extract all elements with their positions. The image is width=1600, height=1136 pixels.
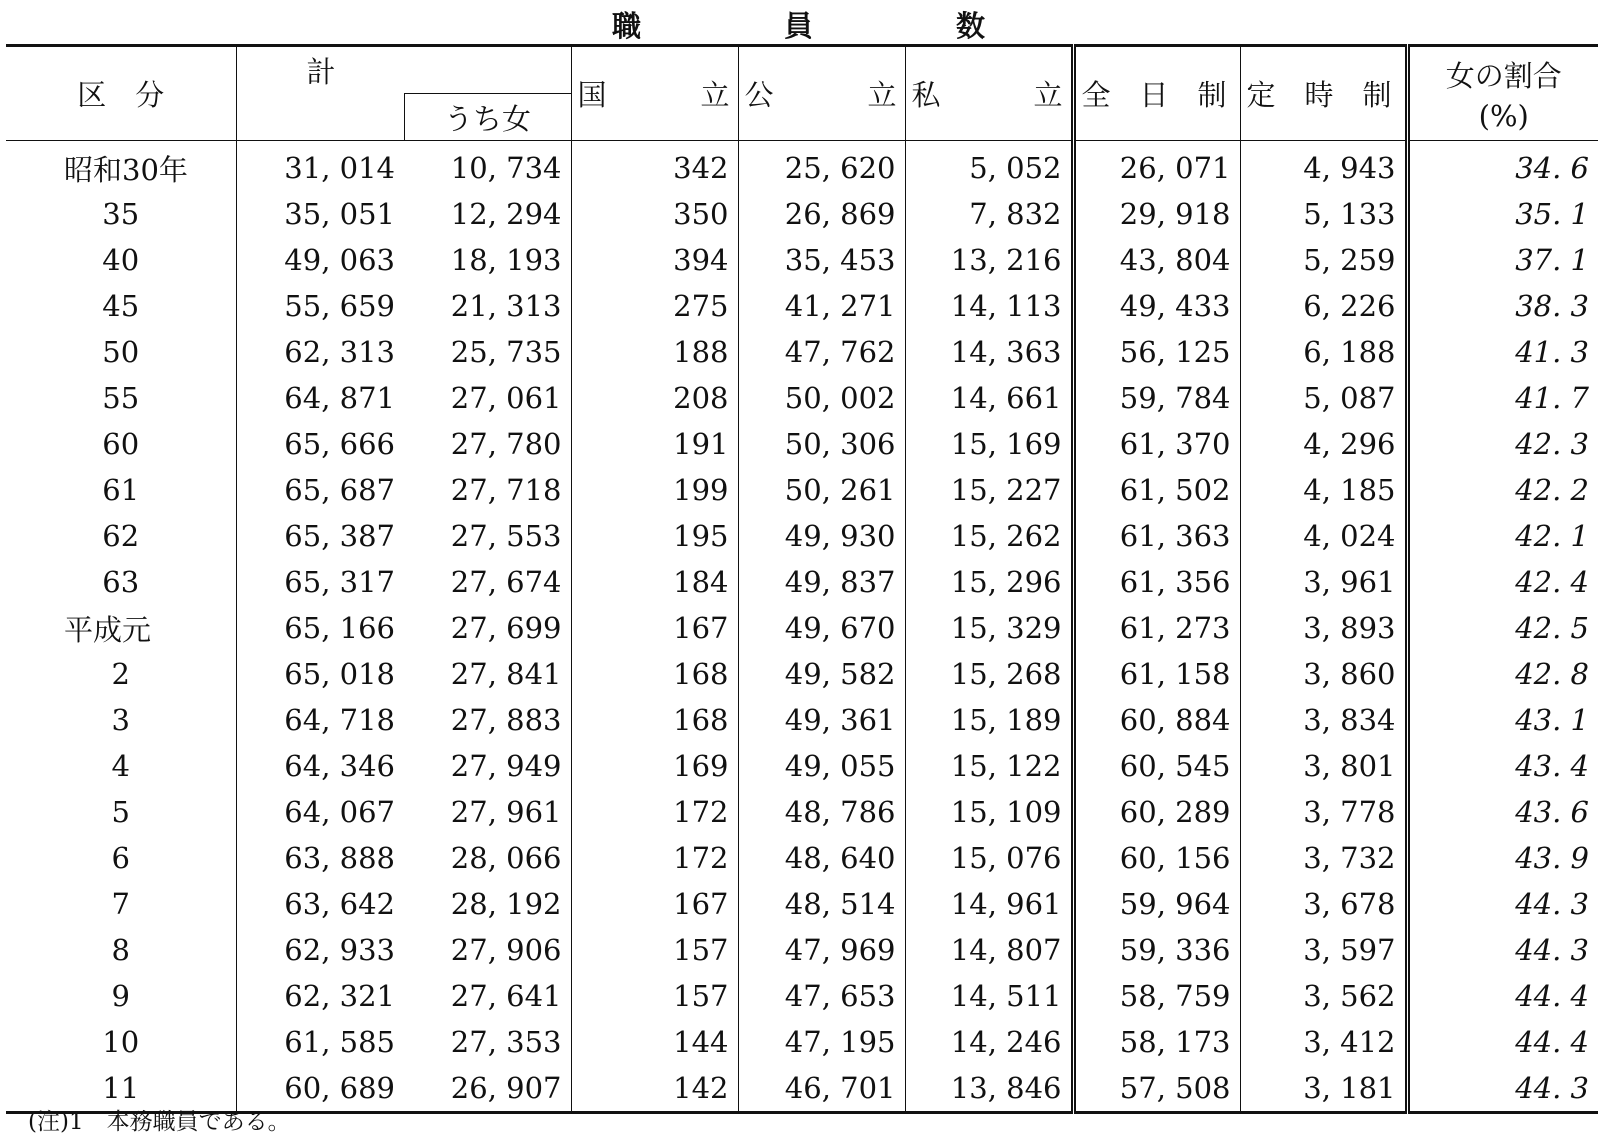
cell-parttime: 3, 732	[1240, 835, 1407, 881]
table-row	[6, 141, 1598, 192]
row-label: 4	[6, 743, 236, 789]
cell-total: 63, 888	[284, 841, 395, 875]
cell-fulltime: 61, 273	[1073, 605, 1240, 651]
cell-public: 50, 306	[738, 421, 905, 467]
cell-female-ratio: 44. 3	[1515, 1071, 1589, 1105]
row-label: 昭和30年	[6, 141, 236, 192]
table-row	[6, 329, 1598, 375]
cell-female-ratio: 44. 4	[1515, 979, 1589, 1013]
row-label: 62	[6, 513, 236, 559]
cell-public: 47, 195	[738, 1019, 905, 1065]
cell-female: 12, 294	[404, 191, 571, 237]
cell-total: 65, 317	[284, 565, 395, 599]
cell-private: 15, 262	[905, 513, 1073, 559]
cell-fulltime: 59, 784	[1073, 375, 1240, 421]
table-row	[6, 651, 1598, 697]
cell-fulltime: 60, 884	[1073, 697, 1240, 743]
cell-parttime: 3, 860	[1240, 651, 1407, 697]
table-title	[0, 4, 1600, 43]
cell-fulltime: 58, 173	[1073, 1019, 1240, 1065]
cell-private: 15, 122	[905, 743, 1073, 789]
cell-total: 61, 585	[284, 1025, 395, 1059]
cell-national: 188	[571, 329, 738, 375]
cell-parttime: 3, 181	[1240, 1065, 1407, 1113]
cell-female-ratio: 44. 3	[1515, 887, 1589, 921]
cell-national: 172	[571, 789, 738, 835]
row-label: 6	[6, 835, 236, 881]
cell-parttime: 3, 597	[1240, 927, 1407, 973]
cell-private: 7, 832	[905, 191, 1073, 237]
cell-public: 49, 930	[738, 513, 905, 559]
cell-private: 15, 109	[905, 789, 1073, 835]
cell-private: 14, 113	[905, 283, 1073, 329]
cell-private: 15, 169	[905, 421, 1073, 467]
cell-parttime: 4, 185	[1240, 467, 1407, 513]
cell-fulltime: 60, 545	[1073, 743, 1240, 789]
table-row	[6, 697, 1598, 743]
cell-female-ratio: 37. 1	[1515, 243, 1589, 277]
cell-fulltime: 56, 125	[1073, 329, 1240, 375]
cell-national: 195	[571, 513, 738, 559]
cell-public: 49, 582	[738, 651, 905, 697]
cell-female-ratio: 42. 2	[1515, 473, 1589, 507]
cell-female-ratio: 43. 9	[1515, 841, 1589, 875]
cell-total: 65, 387	[284, 519, 395, 553]
header-kubun: 区 分	[6, 46, 236, 141]
row-label: 3	[6, 697, 236, 743]
table-row	[6, 1019, 1598, 1065]
row-label: 平成元	[6, 605, 236, 651]
cell-private: 15, 329	[905, 605, 1073, 651]
cell-parttime: 3, 412	[1240, 1019, 1407, 1065]
header-teiji: 定 時 制	[1240, 46, 1407, 141]
cell-total: 62, 313	[284, 335, 395, 369]
table-row	[6, 375, 1598, 421]
row-label: 11	[6, 1065, 236, 1113]
cell-female: 27, 641	[404, 973, 571, 1019]
table-row	[6, 605, 1598, 651]
cell-private: 14, 246	[905, 1019, 1073, 1065]
cell-female: 26, 907	[404, 1065, 571, 1113]
cell-female-ratio: 44. 4	[1515, 1025, 1589, 1059]
cell-total: 63, 642	[284, 887, 395, 921]
cell-fulltime: 43, 804	[1073, 237, 1240, 283]
cell-parttime: 6, 188	[1240, 329, 1407, 375]
cell-fulltime: 59, 336	[1073, 927, 1240, 973]
row-label: 5	[6, 789, 236, 835]
cell-public: 25, 620	[738, 141, 905, 192]
cell-fulltime: 60, 289	[1073, 789, 1240, 835]
staff-table	[6, 44, 1598, 1114]
cell-national: 208	[571, 375, 738, 421]
cell-public: 48, 640	[738, 835, 905, 881]
cell-national: 167	[571, 881, 738, 927]
cell-female: 28, 066	[404, 835, 571, 881]
title-char-3: 数	[956, 9, 986, 43]
cell-female: 27, 353	[404, 1019, 571, 1065]
cell-public: 49, 055	[738, 743, 905, 789]
cell-public: 50, 002	[738, 375, 905, 421]
table-row	[6, 559, 1598, 605]
table-row	[6, 743, 1598, 789]
cell-parttime: 3, 893	[1240, 605, 1407, 651]
cell-private: 13, 846	[905, 1065, 1073, 1113]
cell-national: 142	[571, 1065, 738, 1113]
cell-parttime: 3, 834	[1240, 697, 1407, 743]
cell-public: 49, 670	[738, 605, 905, 651]
cell-female: 25, 735	[404, 329, 571, 375]
cell-total: 65, 018	[284, 657, 395, 691]
cell-national: 172	[571, 835, 738, 881]
table-row	[6, 283, 1598, 329]
cell-public: 48, 514	[738, 881, 905, 927]
cell-public: 46, 701	[738, 1065, 905, 1113]
cell-female: 27, 718	[404, 467, 571, 513]
cell-parttime: 3, 961	[1240, 559, 1407, 605]
cell-parttime: 4, 943	[1240, 141, 1407, 192]
cell-female: 18, 193	[404, 237, 571, 283]
header-kokuritsu-b: 立	[700, 78, 730, 112]
cell-female-ratio: 42. 4	[1515, 565, 1589, 599]
row-label: 55	[6, 375, 236, 421]
cell-parttime: 3, 778	[1240, 789, 1407, 835]
cell-female: 27, 780	[404, 421, 571, 467]
cell-national: 167	[571, 605, 738, 651]
cell-female: 27, 949	[404, 743, 571, 789]
header-ratio-line2: (%)	[1478, 99, 1529, 133]
cell-female: 10, 734	[404, 141, 571, 192]
table-row	[6, 789, 1598, 835]
header-kokuritsu	[571, 46, 738, 141]
cell-public: 50, 261	[738, 467, 905, 513]
cell-total: 62, 321	[284, 979, 395, 1013]
cell-parttime: 4, 296	[1240, 421, 1407, 467]
cell-private: 14, 511	[905, 973, 1073, 1019]
cell-parttime: 6, 226	[1240, 283, 1407, 329]
cell-fulltime: 58, 759	[1073, 973, 1240, 1019]
cell-public: 35, 453	[738, 237, 905, 283]
cell-national: 275	[571, 283, 738, 329]
table-row	[6, 973, 1598, 1019]
cell-female-ratio: 42. 8	[1515, 657, 1589, 691]
row-label: 9	[6, 973, 236, 1019]
table-row	[6, 927, 1598, 973]
cell-private: 15, 227	[905, 467, 1073, 513]
cell-fulltime: 29, 918	[1073, 191, 1240, 237]
header-kei: 計	[306, 54, 336, 89]
cell-parttime: 3, 801	[1240, 743, 1407, 789]
row-label: 40	[6, 237, 236, 283]
cell-total: 62, 933	[284, 933, 395, 967]
header-kokuritsu-a: 国	[577, 78, 607, 112]
cell-private: 14, 363	[905, 329, 1073, 375]
cell-total: 35, 051	[284, 197, 395, 231]
row-label: 2	[6, 651, 236, 697]
row-label: 45	[6, 283, 236, 329]
cell-national: 144	[571, 1019, 738, 1065]
cell-parttime: 4, 024	[1240, 513, 1407, 559]
cell-female-ratio: 42. 5	[1515, 611, 1589, 645]
cell-female-ratio: 41. 3	[1515, 335, 1589, 369]
cell-female: 27, 841	[404, 651, 571, 697]
cell-total: 64, 067	[284, 795, 395, 829]
row-label: 50	[6, 329, 236, 375]
cell-public: 47, 762	[738, 329, 905, 375]
cell-national: 169	[571, 743, 738, 789]
cell-total: 65, 166	[284, 611, 395, 645]
table-header	[6, 46, 1598, 141]
cell-total: 60, 689	[284, 1071, 395, 1105]
cell-female-ratio: 35. 1	[1515, 197, 1589, 231]
header-shiritsu-b: 立	[1033, 78, 1063, 112]
table-row	[6, 513, 1598, 559]
header-kouritsu	[738, 46, 905, 141]
footnote: (注)1 本務職員である。	[28, 1109, 291, 1135]
cell-private: 14, 807	[905, 927, 1073, 973]
table-row	[6, 835, 1598, 881]
cell-national: 157	[571, 973, 738, 1019]
cell-national: 191	[571, 421, 738, 467]
header-ratio-line1: 女の割合	[1445, 59, 1562, 93]
cell-female-ratio: 42. 1	[1515, 519, 1589, 553]
cell-total: 49, 063	[284, 243, 395, 277]
cell-private: 15, 296	[905, 559, 1073, 605]
row-label: 61	[6, 467, 236, 513]
cell-national: 168	[571, 697, 738, 743]
cell-total: 31, 014	[284, 151, 395, 185]
table-row	[6, 467, 1598, 513]
header-zennichi: 全 日 制	[1073, 46, 1240, 141]
header-shiritsu	[905, 46, 1073, 141]
cell-public: 49, 361	[738, 697, 905, 743]
cell-female: 27, 699	[404, 605, 571, 651]
cell-parttime: 5, 087	[1240, 375, 1407, 421]
cell-female-ratio: 34. 6	[1515, 151, 1589, 185]
cell-female-ratio: 42. 3	[1515, 427, 1589, 461]
cell-fulltime: 61, 502	[1073, 467, 1240, 513]
cell-private: 15, 189	[905, 697, 1073, 743]
cell-female: 27, 553	[404, 513, 571, 559]
cell-fulltime: 60, 156	[1073, 835, 1240, 881]
cell-fulltime: 59, 964	[1073, 881, 1240, 927]
cell-fulltime: 61, 158	[1073, 651, 1240, 697]
cell-parttime: 5, 259	[1240, 237, 1407, 283]
cell-fulltime: 57, 508	[1073, 1065, 1240, 1113]
table-row	[6, 191, 1598, 237]
cell-private: 15, 076	[905, 835, 1073, 881]
table-body	[6, 141, 1598, 1113]
header-kouritsu-b: 立	[867, 78, 897, 112]
cell-total: 65, 687	[284, 473, 395, 507]
cell-female: 27, 674	[404, 559, 571, 605]
row-label: 10	[6, 1019, 236, 1065]
cell-female: 28, 192	[404, 881, 571, 927]
title-char-1: 職	[612, 9, 642, 43]
cell-female-ratio: 44. 3	[1515, 933, 1589, 967]
cell-parttime: 3, 678	[1240, 881, 1407, 927]
cell-total: 64, 346	[284, 749, 395, 783]
cell-female: 21, 313	[404, 283, 571, 329]
header-uchi-onna: うち女	[404, 94, 571, 141]
cell-fulltime: 61, 363	[1073, 513, 1240, 559]
cell-private: 5, 052	[905, 141, 1073, 192]
header-ratio	[1407, 46, 1598, 141]
row-label: 7	[6, 881, 236, 927]
cell-fulltime: 49, 433	[1073, 283, 1240, 329]
cell-private: 14, 661	[905, 375, 1073, 421]
cell-female-ratio: 41. 7	[1515, 381, 1589, 415]
table-row	[6, 881, 1598, 927]
cell-public: 41, 271	[738, 283, 905, 329]
table-row	[6, 421, 1598, 467]
cell-private: 13, 216	[905, 237, 1073, 283]
cell-public: 26, 869	[738, 191, 905, 237]
row-label: 8	[6, 927, 236, 973]
cell-fulltime: 26, 071	[1073, 141, 1240, 192]
cell-female-ratio: 38. 3	[1515, 289, 1589, 323]
cell-female-ratio: 43. 4	[1515, 749, 1589, 783]
header-shiritsu-a: 私	[911, 78, 941, 112]
cell-fulltime: 61, 356	[1073, 559, 1240, 605]
cell-public: 48, 786	[738, 789, 905, 835]
cell-national: 157	[571, 927, 738, 973]
cell-public: 47, 969	[738, 927, 905, 973]
cell-public: 47, 653	[738, 973, 905, 1019]
cell-national: 394	[571, 237, 738, 283]
cell-total: 64, 718	[284, 703, 395, 737]
cell-female: 27, 883	[404, 697, 571, 743]
cell-female: 27, 961	[404, 789, 571, 835]
cell-public: 49, 837	[738, 559, 905, 605]
cell-private: 15, 268	[905, 651, 1073, 697]
cell-total: 65, 666	[284, 427, 395, 461]
cell-national: 342	[571, 141, 738, 192]
title-char-2: 員	[784, 9, 814, 43]
cell-female-ratio: 43. 6	[1515, 795, 1589, 829]
cell-national: 168	[571, 651, 738, 697]
cell-total: 55, 659	[284, 289, 395, 323]
row-label: 63	[6, 559, 236, 605]
header-kouritsu-a: 公	[744, 78, 774, 112]
cell-female: 27, 906	[404, 927, 571, 973]
cell-female: 27, 061	[404, 375, 571, 421]
cell-total: 64, 871	[284, 381, 395, 415]
row-label: 60	[6, 421, 236, 467]
table-row	[6, 237, 1598, 283]
cell-private: 14, 961	[905, 881, 1073, 927]
cell-parttime: 5, 133	[1240, 191, 1407, 237]
cell-national: 350	[571, 191, 738, 237]
cell-national: 199	[571, 467, 738, 513]
cell-fulltime: 61, 370	[1073, 421, 1240, 467]
row-label: 35	[6, 191, 236, 237]
cell-national: 184	[571, 559, 738, 605]
cell-female-ratio: 43. 1	[1515, 703, 1589, 737]
cell-parttime: 3, 562	[1240, 973, 1407, 1019]
